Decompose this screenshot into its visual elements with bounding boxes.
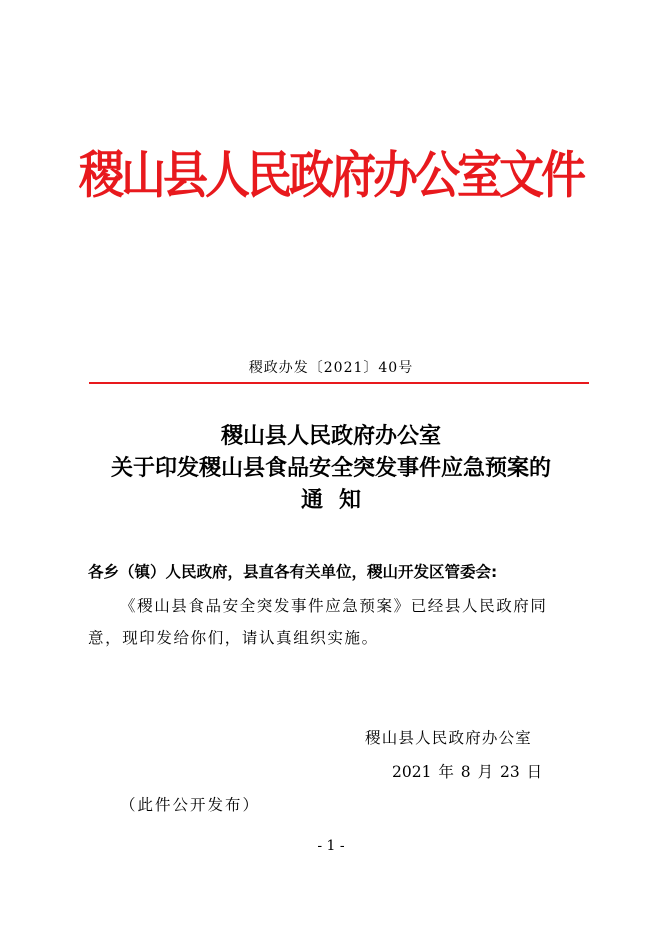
- body-text-line-2: 意，现印发给你们，请认真组织实施。: [88, 629, 379, 647]
- notice-title-line-1: 稷山县人民政府办公室: [220, 423, 441, 449]
- public-release-note: （此件公开发布）: [120, 796, 261, 814]
- page-number: - 1 -: [317, 838, 345, 854]
- salutation: 各乡（镇）人民政府，县直各有关单位，稷山开发区管委会:: [88, 563, 498, 581]
- signature-office: 稷山县人民政府办公室: [365, 729, 533, 747]
- document-number: 稷政办发〔2021〕40号: [248, 360, 414, 376]
- notice-title-line-3: 通知: [300, 487, 377, 513]
- document-header-title: 稷山县人民政府办公室文件: [78, 145, 583, 205]
- notice-title-line-2: 关于印发稷山县食品安全突发事件应急预案的: [110, 455, 551, 481]
- body-text-line-1: 《稷山县食品安全突发事件应急预案》已经县人民政府同: [120, 597, 548, 615]
- signature-date: 2021 年 8 月 23 日: [392, 763, 543, 781]
- red-divider-line: [89, 382, 589, 384]
